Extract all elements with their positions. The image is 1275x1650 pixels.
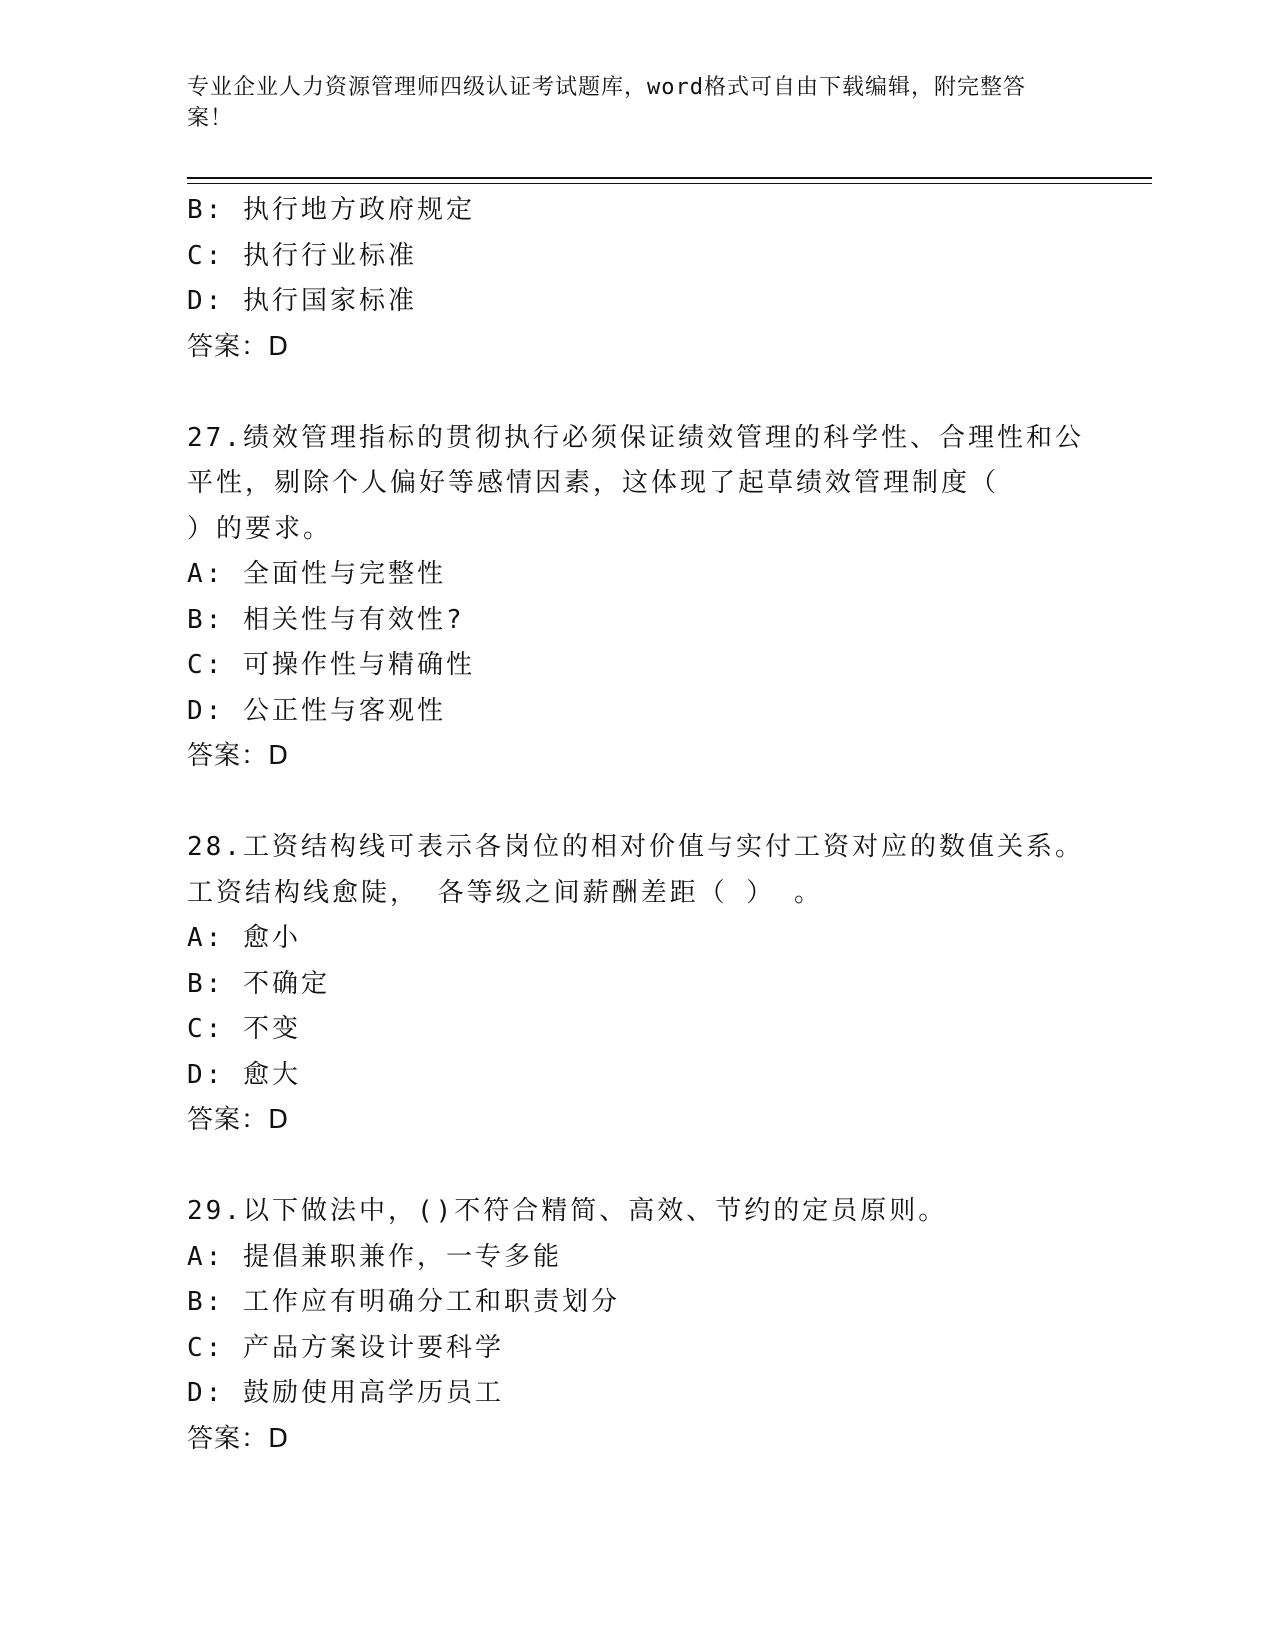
option-line: A: 愈小 bbox=[187, 923, 301, 953]
question-26-continued bbox=[187, 188, 1087, 370]
header-divider-thin bbox=[187, 183, 1152, 184]
question-list bbox=[187, 188, 1087, 1462]
header-divider-thick bbox=[187, 177, 1152, 179]
answer-line: 答案：D bbox=[187, 1423, 290, 1454]
spacer bbox=[187, 780, 1087, 826]
question-stem: ）的要求。 bbox=[187, 513, 333, 544]
document-header bbox=[187, 72, 1067, 134]
question-stem: 28.工资结构线可表示各岗位的相对价值与实付工资对应的数值关系。 bbox=[187, 832, 1084, 862]
question-stem: 工资结构线愈陡， 各等级之间薪酬差距（ ） 。 bbox=[187, 877, 823, 908]
question-28 bbox=[187, 825, 1087, 1144]
option-line: D: 愈大 bbox=[187, 1059, 301, 1090]
spacer bbox=[187, 1144, 1087, 1190]
header-text: 专业企业人力资源管理师四级认证考试题库，word格式可自由下载编辑，附完整答案！ bbox=[187, 75, 1026, 131]
option-line: A: 提倡兼职兼作，一专多能 bbox=[187, 1241, 562, 1272]
option-line: B: 不确定 bbox=[187, 968, 330, 999]
option-line: D: 鼓励使用高学历员工 bbox=[187, 1378, 504, 1408]
question-stem: 平性，剔除个人偏好等感情因素，这体现了起草绩效管理制度（ bbox=[187, 468, 1000, 498]
option-line: D: 公正性与客观性 bbox=[187, 695, 446, 726]
answer-line: 答案：D bbox=[187, 331, 290, 362]
option-line: B: 相关性与有效性? bbox=[187, 604, 465, 635]
answer-line: 答案：D bbox=[187, 741, 290, 771]
option-line: C: 不变 bbox=[187, 1014, 301, 1044]
option-line: C: 产品方案设计要科学 bbox=[187, 1332, 504, 1363]
question-29 bbox=[187, 1189, 1087, 1462]
spacer bbox=[187, 370, 1087, 416]
question-stem: 27.绩效管理指标的贯彻执行必须保证绩效管理的科学性、合理性和公 bbox=[187, 422, 1084, 453]
question-stem: 29.以下做法中，()不符合精简、高效、节约的定员原则。 bbox=[187, 1196, 948, 1226]
answer-line: 答案：D bbox=[187, 1105, 290, 1135]
option-line: C: 可操作性与精确性 bbox=[187, 650, 475, 680]
option-line: C: 执行行业标准 bbox=[187, 240, 417, 271]
option-line: B: 工作应有明确分工和职责划分 bbox=[187, 1287, 620, 1317]
question-27 bbox=[187, 416, 1087, 780]
option-line: A: 全面性与完整性 bbox=[187, 559, 446, 589]
option-line: D: 执行国家标准 bbox=[187, 286, 417, 316]
option-line: B: 执行地方政府规定 bbox=[187, 195, 475, 225]
